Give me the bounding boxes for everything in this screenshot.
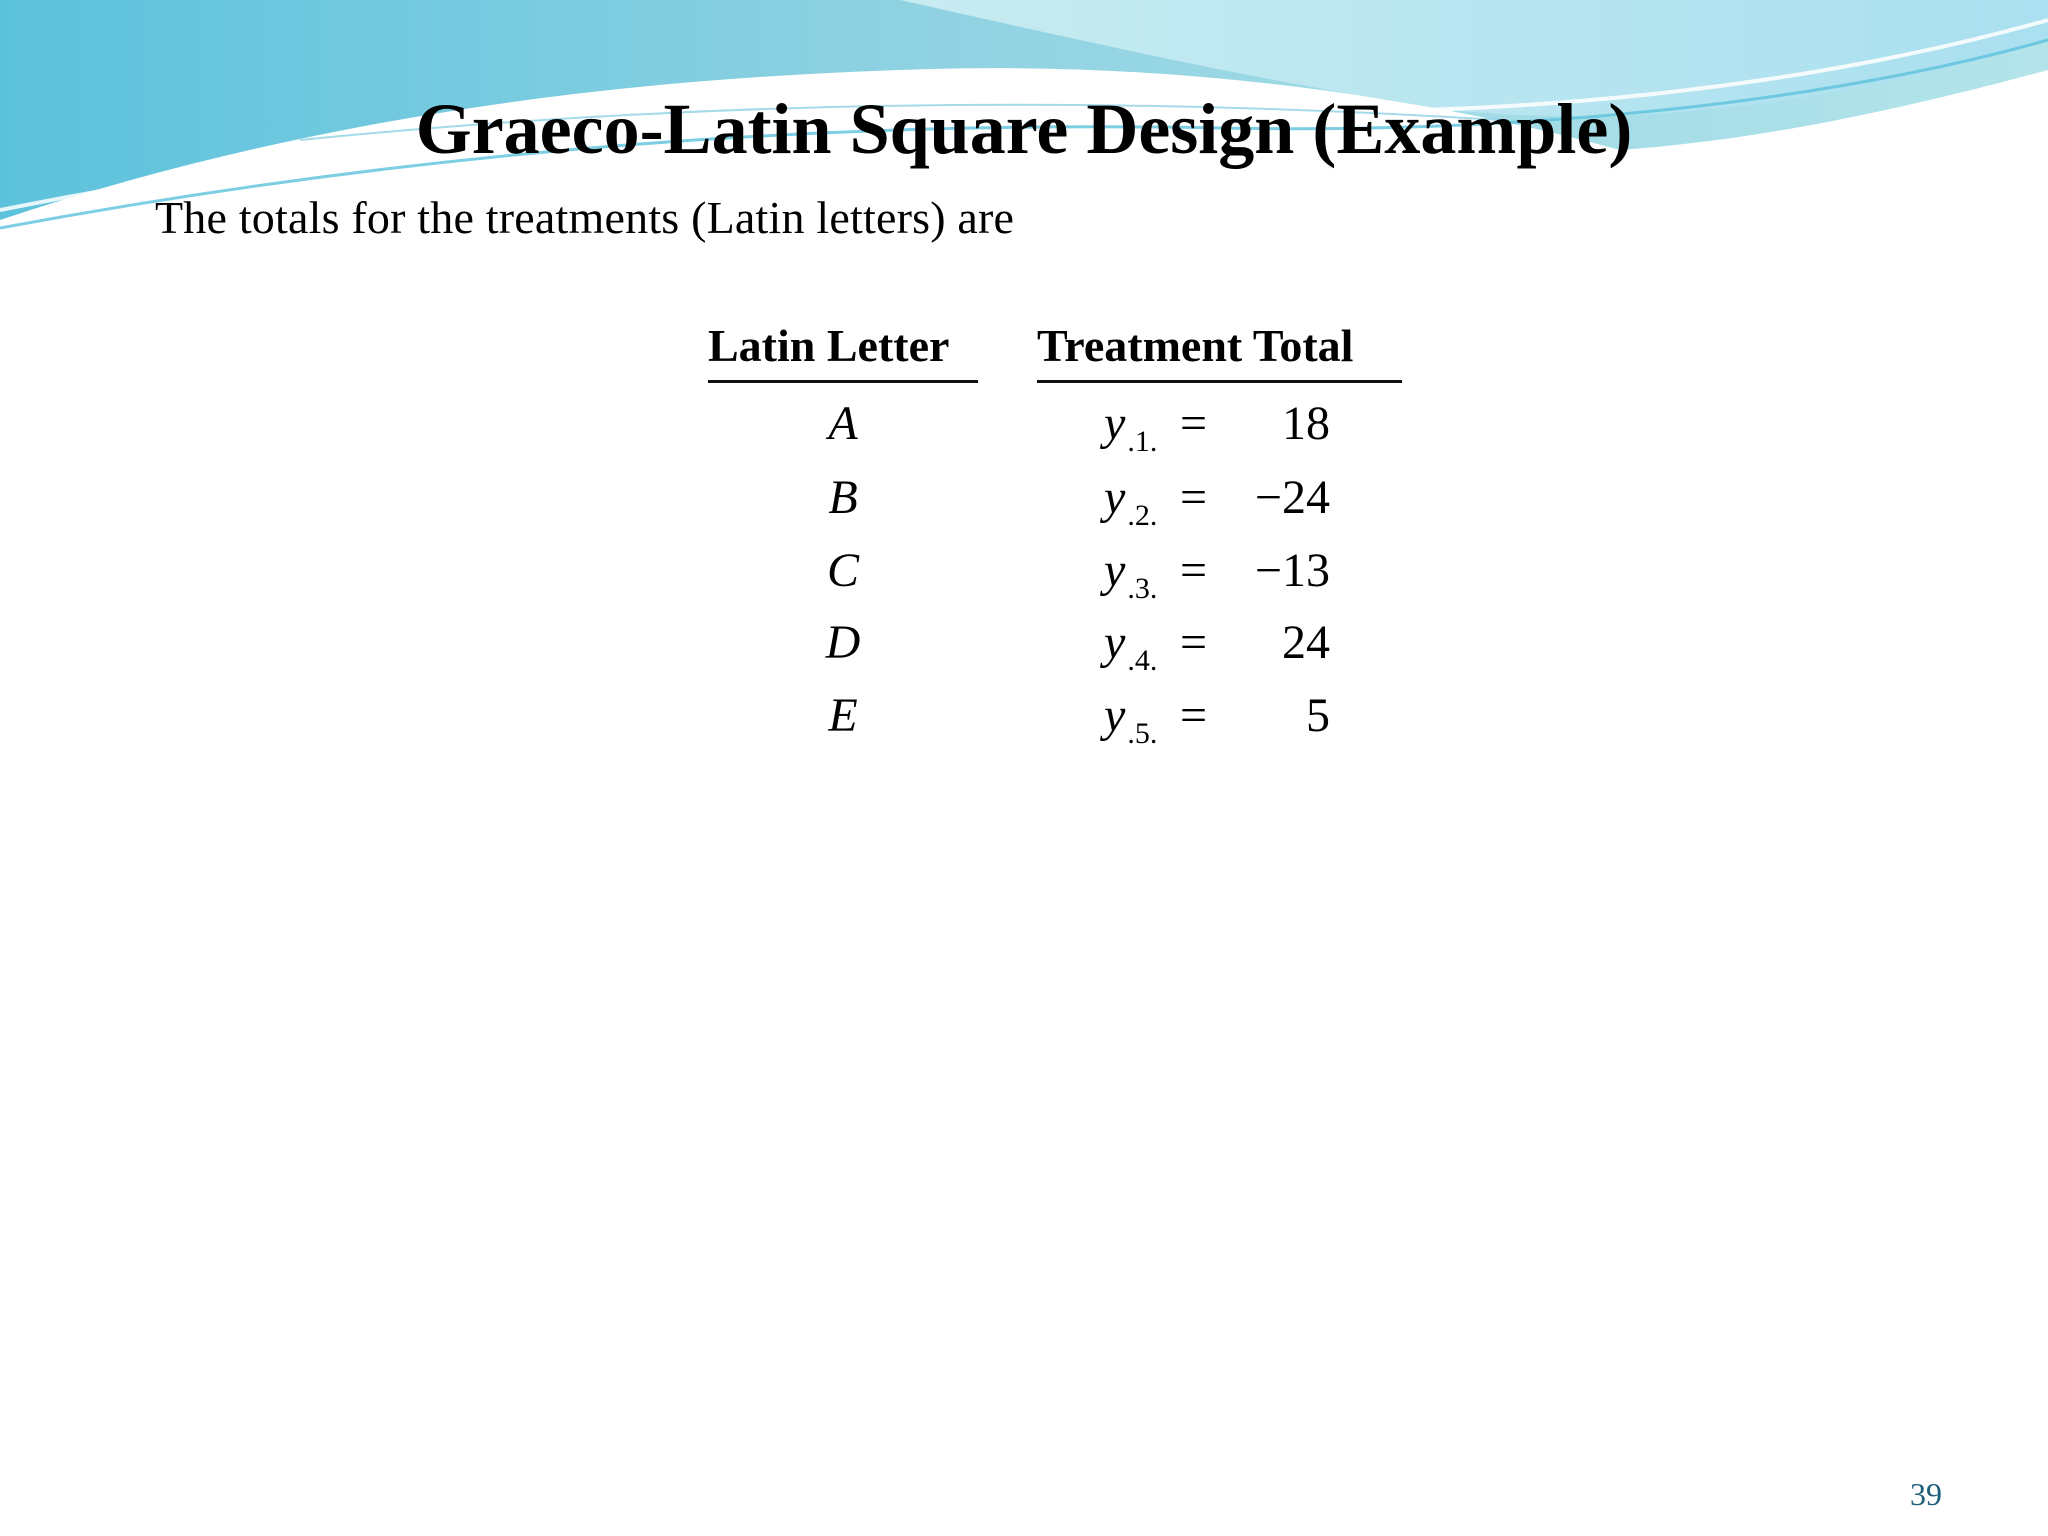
- symbol-y: y: [1104, 616, 1126, 669]
- symbol-subscript: .4.: [1127, 644, 1158, 677]
- table-row: [700, 388, 1420, 460]
- symbol-subscript: .5.: [1127, 717, 1158, 750]
- latin-letter: A: [828, 397, 858, 450]
- total-symbol: [1104, 462, 1157, 540]
- treatment-total-value: 5: [1306, 689, 1330, 742]
- equals-sign: =: [1180, 471, 1208, 524]
- total-symbol: [1104, 388, 1157, 466]
- header-rule-latin-letter: [708, 380, 978, 383]
- header-treatment-total: Treatment Total: [1037, 320, 1354, 371]
- latin-letter: C: [826, 544, 859, 597]
- treatment-total-value: 24: [1282, 616, 1330, 669]
- symbol-y: y: [1104, 544, 1126, 597]
- header-rule-treatment-total: [1037, 380, 1402, 383]
- equals-sign: =: [1180, 544, 1208, 597]
- symbol-subscript: .2.: [1127, 499, 1158, 532]
- total-symbol: [1104, 680, 1157, 758]
- table-row: [700, 462, 1420, 534]
- latin-letter: B: [828, 471, 858, 524]
- equals-sign: =: [1180, 616, 1208, 669]
- intro-text: The totals for the treatments (Latin letters) are: [155, 192, 1015, 243]
- total-symbol: [1104, 607, 1157, 685]
- symbol-y: y: [1104, 397, 1126, 450]
- table-row: [700, 680, 1420, 752]
- latin-letter: E: [828, 689, 858, 742]
- header-latin-letter: Latin Letter: [708, 320, 950, 371]
- treatment-total-value: −24: [1254, 471, 1330, 524]
- treatment-total-value: −13: [1254, 544, 1330, 597]
- equals-sign: =: [1180, 397, 1208, 450]
- equals-sign: =: [1180, 689, 1208, 742]
- latin-letter: D: [825, 616, 861, 669]
- page-number: 39: [1910, 1476, 1942, 1512]
- symbol-y: y: [1104, 471, 1126, 524]
- table-row: [700, 607, 1420, 679]
- treatment-total-value: 18: [1282, 397, 1330, 450]
- slide-title: Graeco-Latin Square Design (Example): [415, 89, 1633, 169]
- symbol-subscript: .1.: [1127, 425, 1158, 458]
- table-row: [700, 535, 1420, 607]
- symbol-subscript: .3.: [1127, 572, 1158, 605]
- total-symbol: [1104, 535, 1157, 613]
- symbol-y: y: [1104, 689, 1126, 742]
